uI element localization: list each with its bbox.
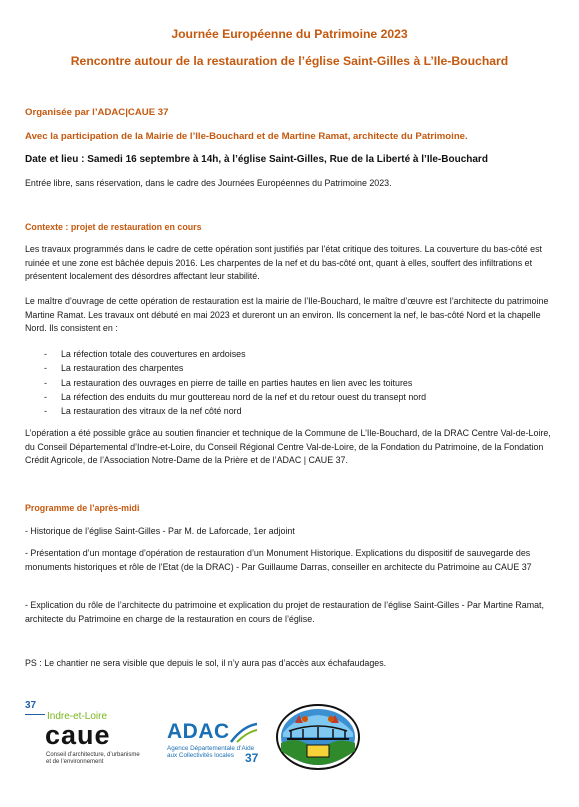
list-item: - La restauration des ouvrages en pierre de taille en parties hautes en lien avec les toitures	[40, 376, 540, 390]
program-item-2: - Présentation d’un montage d’opération de restauration d’un Monument Historique. Explications du dispositif de sauvegarde des monuments historiques et rôle de l’Etat (de la DRAC) - Par Guillaume Darras, conseiller en architecte du Patrimoine au CAUE 37	[25, 548, 532, 572]
caue-tagline-2: et de l’environnement	[46, 759, 104, 765]
adac-swoosh-icon	[229, 722, 259, 744]
caue-tagline-1: Conseil d’architecture, d’urbanisme	[46, 752, 140, 758]
context-heading: Contexte : projet de restauration en cours	[25, 222, 202, 232]
participation-line: Avec la participation de la Mairie de l’Ile-Bouchard et de Martine Ramat, architecte du Patrimoine.	[25, 131, 468, 142]
program-item-1: - Historique de l’église Saint-Gilles - Par M. de Laforcade, 1er adjoint	[25, 526, 295, 536]
adac-logo	[167, 720, 267, 770]
caue-logo	[25, 700, 145, 770]
adac-wordmark: ADAC	[167, 720, 230, 743]
list-item: - La réfection totale des couvertures en ardoises	[40, 347, 540, 361]
caue-number: 37	[25, 700, 37, 711]
context-paragraph-2: Le maître d’ouvrage de cette opération de restauration est la mairie de l’Ile-Bouchard, le maître d’œuvre est l’architecte du patrimoine Martine Ramat. Les travaux ont débuté en mai 2023 et dureront un an environ. Ils concernent la nef, le bas-côté Nord et la chapelle Nord. Ils consistent en :	[25, 296, 549, 333]
list-item: - La restauration des charpentes	[40, 361, 540, 375]
context-paragraph-3: L’opération a été possible grâce au soutien financier et technique de la Commune de L’Ile-Bouchard, de la DRAC Centre Val-de-Loire, du Conseil Départemental d’Indre-et-Loire, du Conseil Régional Centre Val-de-Loire, de la Fondation du Patrimoine, de la Fondation Crédit Agricole, de l’Association Notre-Dame de la Prière et de l’ADAC | CAUE 37.	[25, 428, 551, 465]
date-place-line: Date et lieu : Samedi 16 septembre à 14h, à l’église Saint-Gilles, Rue de la Liberté à l’Ile-Bouchard	[25, 154, 488, 165]
adac-line-1: Agence Départementale d’Aide	[167, 745, 255, 752]
program-heading: Programme de l’après-midi	[25, 503, 140, 513]
organizer-line: Organisée par l’ADAC|CAUE 37	[25, 107, 169, 118]
list-item: - La réfection des enduits du mur gouttereau nord de la nef et du retour ouest du transept nord	[40, 390, 540, 404]
list-item: - La restauration des vitraux de la nef côté nord	[40, 404, 540, 418]
commune-emblem-icon	[275, 703, 361, 771]
caue-wordmark: caue	[45, 720, 111, 750]
document-title: Journée Européenne du Patrimoine 2023	[171, 27, 408, 41]
adac-line-2: aux Collectivités locales	[167, 752, 234, 759]
context-paragraph-1: Les travaux programmés dans le cadre de cette opération sont justifiés par l’état critique des toitures. La couverture du bas-côté est ruinée et une zone est bâchée depuis 2016. Les charpentes de la nef et du bas-côté ont, quant à elles, souffert des infiltrations et présentent localement des désordres affectant leur stabilité.	[25, 244, 542, 281]
entry-line: Entrée libre, sans réservation, dans le cadre des Journées Européennes du Patrimoine 2023.	[25, 178, 392, 188]
ps-note: PS : Le chantier ne sera visible que depuis le sol, il n’y aura pas d’accès aux échafaudages.	[25, 658, 387, 668]
document-subtitle: Rencontre autour de la restauration de l’église Saint-Gilles à L’Ile-Bouchard	[70, 54, 509, 68]
adac-number: 37	[245, 751, 259, 765]
works-list	[40, 347, 540, 418]
caue-region: Indre-et-Loire	[47, 711, 108, 722]
program-item-3: - Explication du rôle de l’architecte du patrimoine et explication du projet de restauration de l’église Saint-Gilles - Par Martine Ramat, architecte du Patrimoine en charge de la restauration en cours de l’église.	[25, 600, 544, 624]
caue-rule	[25, 714, 45, 715]
